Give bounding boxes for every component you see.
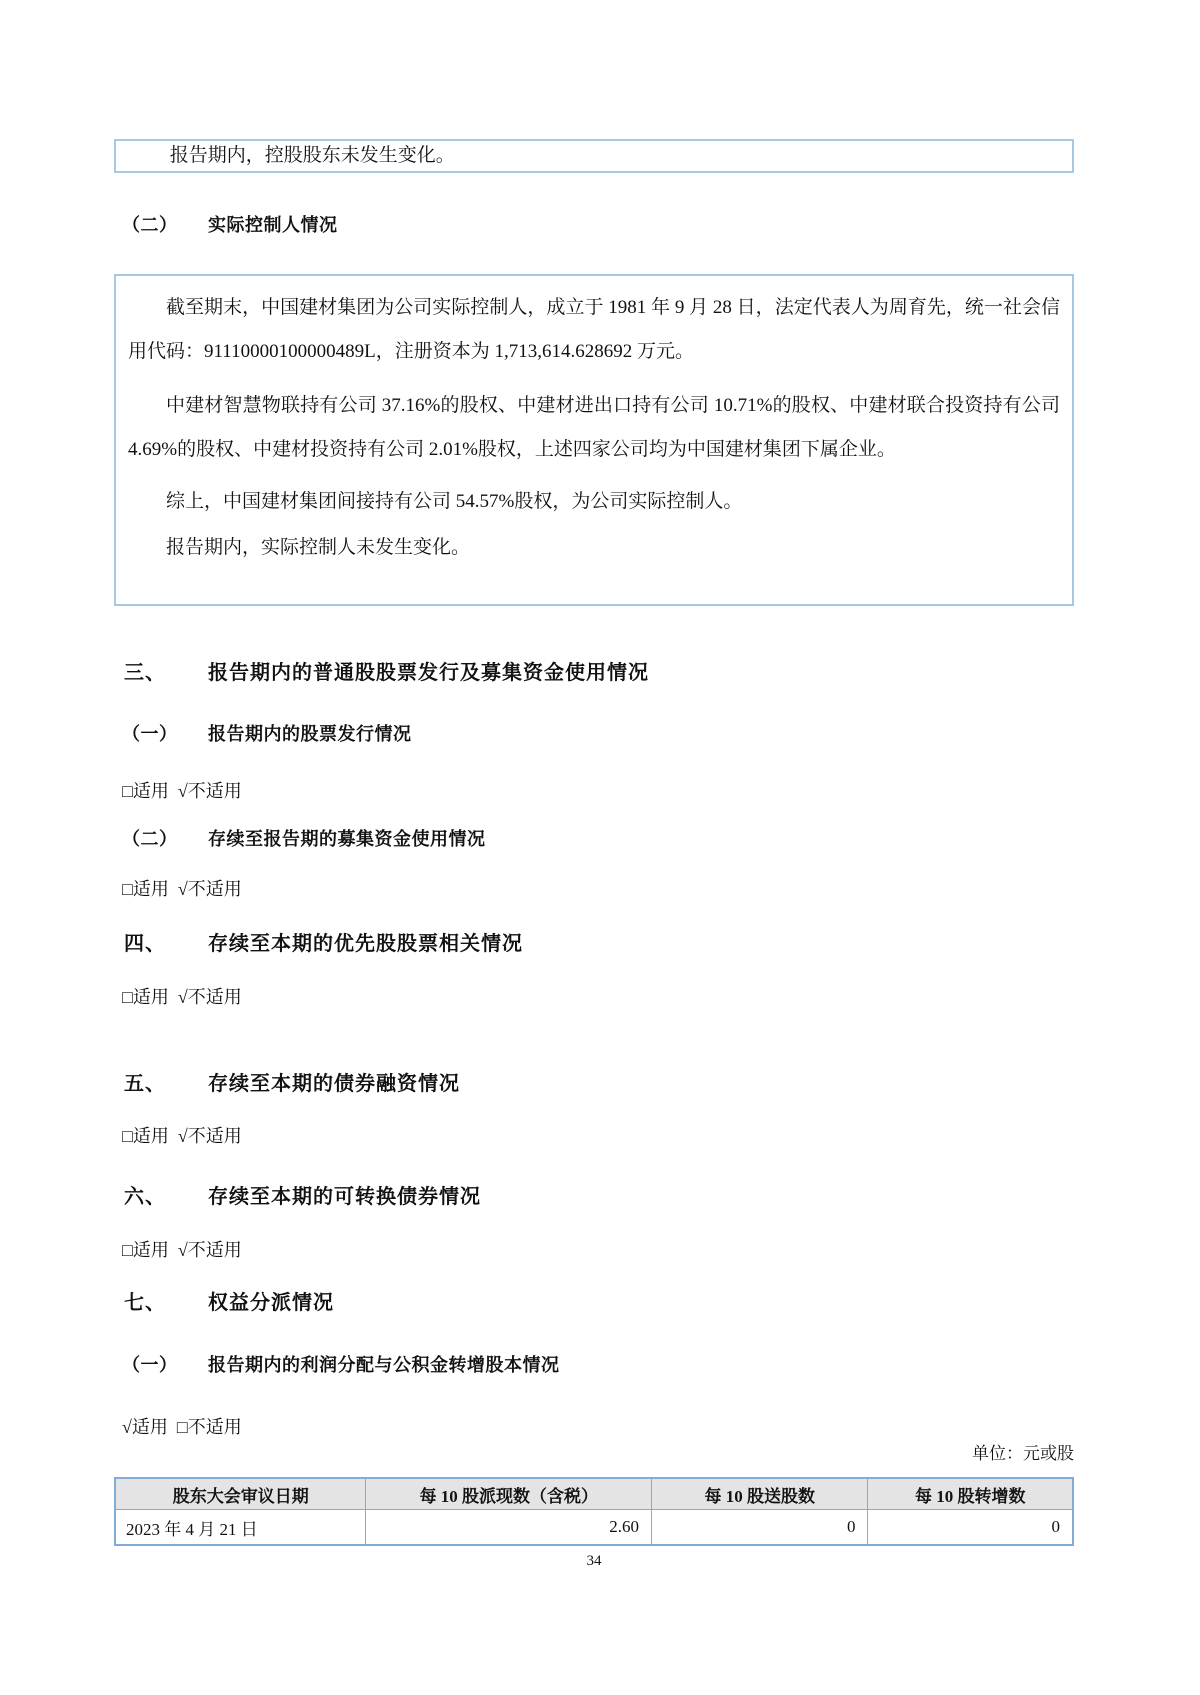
applicability-line-1: □适用 √不适用: [122, 781, 242, 801]
heading-title: 实际控制人情况: [208, 215, 338, 235]
heading-section-3-2: [114, 827, 1074, 851]
heading-section-3: [114, 660, 1074, 686]
heading-title: 存续至报告期的募集资金使用情况: [208, 829, 486, 849]
heading-number: （二）: [122, 829, 178, 849]
heading-number: （一）: [122, 1355, 178, 1375]
table-row: [115, 1510, 1073, 1546]
heading-number: 四、: [124, 933, 166, 955]
unit-note: 单位：元或股: [972, 1444, 1074, 1463]
col-header-meeting-date: 股东大会审议日期: [115, 1478, 366, 1510]
page-number: 34: [586, 1553, 602, 1569]
actual-controller-paragraph-1: 截至期末，中国建材集团为公司实际控制人，成立于 1981 年 9 月 28 日，法定代表人为周育先，统一社会信用代码：91110000100000489L，注册资本为 1,713,614.628692 万元。: [128, 297, 1060, 362]
cell-cash-per-10-shares: 2.60: [366, 1510, 651, 1546]
heading-section-3-1: [114, 722, 1074, 746]
cell-bonus-per-10-shares: 0: [651, 1510, 868, 1546]
applicability-line-3: □适用 √不适用: [122, 987, 242, 1007]
heading-number: 五、: [124, 1073, 166, 1095]
heading-number: （一）: [122, 724, 178, 744]
heading-number: 三、: [124, 662, 166, 684]
heading-number: （二）: [122, 215, 178, 235]
controlling-shareholder-note-box: [114, 139, 1074, 173]
applicability-line-4: □适用 √不适用: [122, 1126, 242, 1146]
actual-controller-note-box: [114, 274, 1074, 606]
actual-controller-paragraph-4: 报告期内，实际控制人未发生变化。: [166, 537, 471, 558]
heading-number: 七、: [124, 1292, 166, 1314]
col-header-bonus-per-10-shares: 每 10 股送股数: [651, 1478, 868, 1510]
cell-conversion-per-10-shares: 0: [868, 1510, 1073, 1546]
heading-title: 报告期内的利润分配与公积金转增股本情况: [208, 1355, 560, 1375]
actual-controller-paragraph-2: 中建材智慧物联持有公司 37.16%的股权、中建材进出口持有公司 10.71%的股权、中建材联合投资持有公司 4.69%的股权、中建材投资持有公司 2.01%股权，上述四家公司均为中国建材集团下属企业。: [128, 395, 1060, 460]
col-header-conversion-per-10-shares: 每 10 股转增数: [868, 1478, 1073, 1510]
heading-number: 六、: [124, 1186, 166, 1208]
controlling-shareholder-text: 报告期内，控股股东未发生变化。: [169, 145, 455, 166]
heading-title: 权益分派情况: [208, 1292, 334, 1314]
heading-section-6: [114, 1184, 1074, 1210]
actual-controller-paragraph-3: 综上，中国建材集团间接持有公司 54.57%股权，为公司实际控制人。: [166, 491, 743, 512]
heading-actual-controller: [114, 213, 1074, 237]
heading-title: 存续至本期的优先股股票相关情况: [208, 933, 523, 955]
cell-meeting-date: 2023 年 4 月 21 日: [115, 1510, 366, 1546]
dividend-table-wrap: [114, 1477, 1074, 1546]
heading-title: 存续至本期的债券融资情况: [208, 1073, 460, 1095]
table-header-row: [115, 1478, 1073, 1510]
dividend-table: [114, 1477, 1074, 1546]
heading-title: 存续至本期的可转换债券情况: [208, 1186, 481, 1208]
heading-title: 报告期内的普通股股票发行及募集资金使用情况: [208, 662, 649, 684]
heading-section-4: [114, 931, 1074, 957]
heading-section-7: [114, 1290, 1074, 1316]
col-header-cash-per-10-shares: 每 10 股派现数（含税）: [366, 1478, 651, 1510]
applicability-line-6: √适用 □不适用: [122, 1417, 242, 1437]
heading-title: 报告期内的股票发行情况: [208, 724, 412, 744]
heading-section-7-1: [114, 1353, 1074, 1377]
applicability-line-5: □适用 √不适用: [122, 1240, 242, 1260]
applicability-line-2: □适用 √不适用: [122, 879, 242, 899]
heading-section-5: [114, 1071, 1074, 1097]
